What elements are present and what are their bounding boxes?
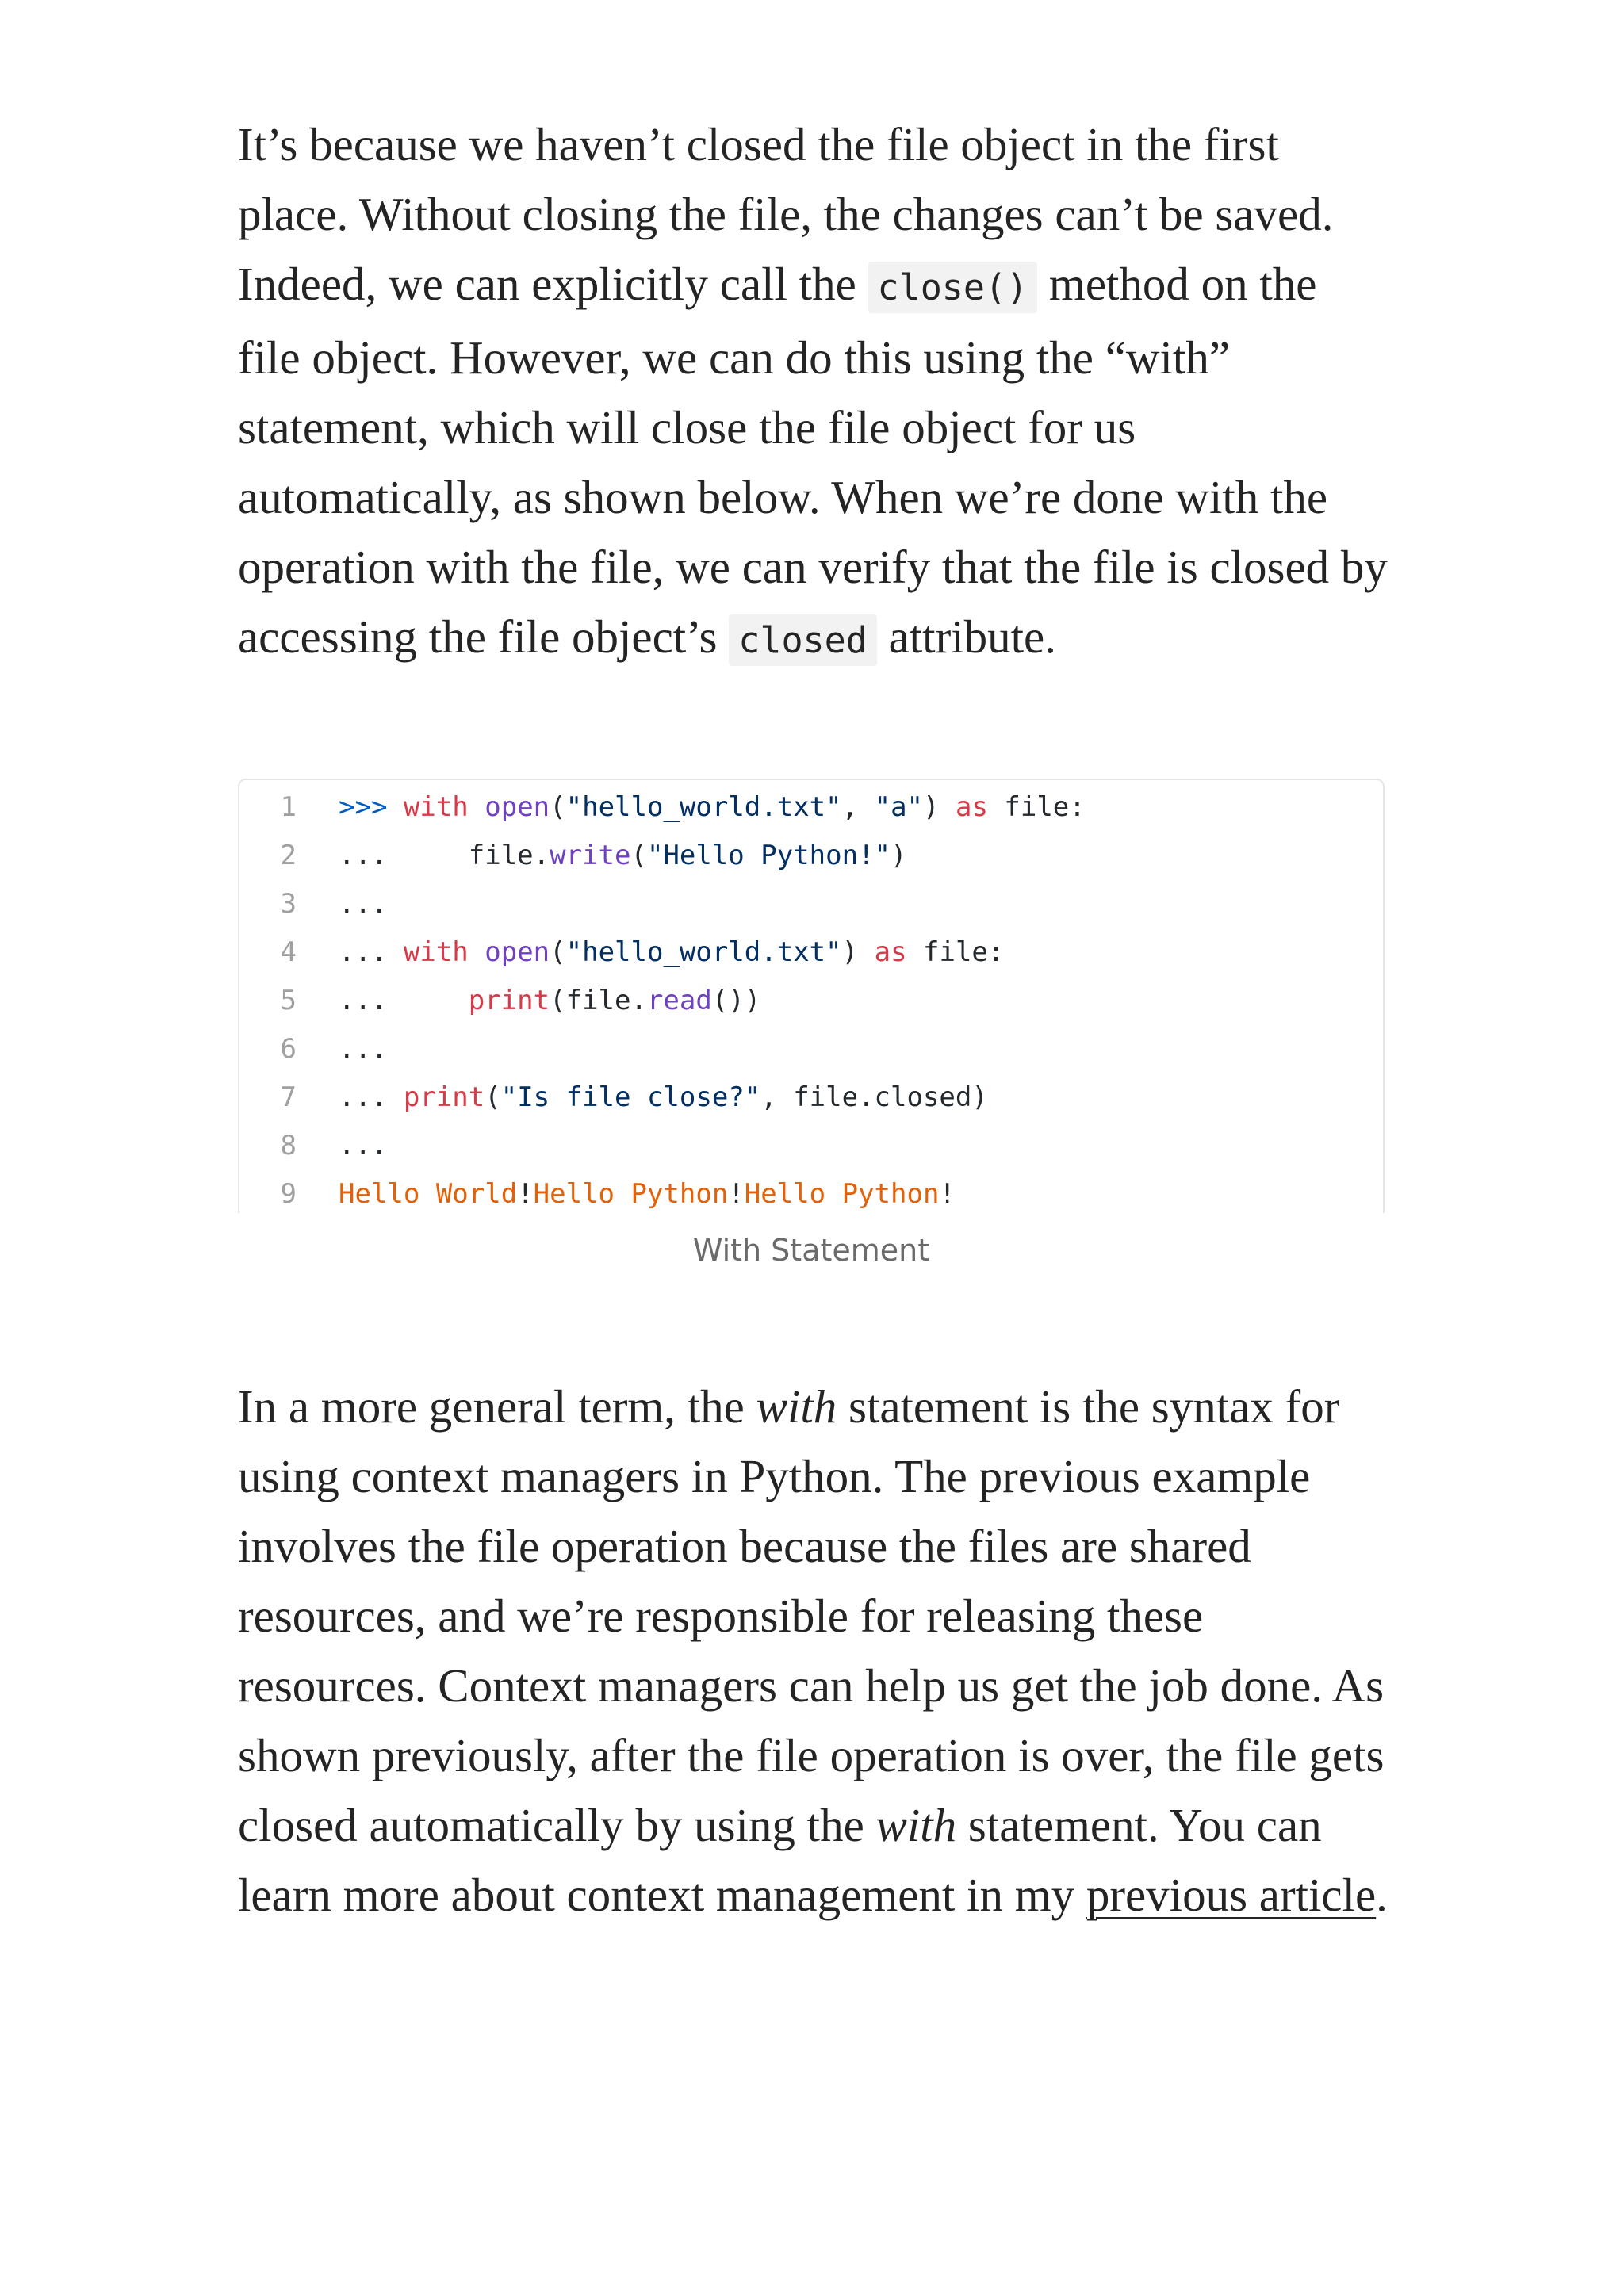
code-token: ( — [630, 840, 647, 871]
code-token: ! — [728, 1178, 745, 1210]
code-token: ) — [891, 840, 907, 871]
code-token: ( — [485, 1081, 501, 1113]
code-line — [239, 1170, 1383, 1219]
code-line — [239, 1025, 1383, 1073]
code-token: open — [485, 936, 550, 968]
code-token: ) — [841, 936, 875, 968]
line-number: 5 — [280, 985, 297, 1016]
inline-code-close: close() — [868, 262, 1038, 313]
code-token: as — [874, 936, 907, 968]
code-text — [339, 783, 1086, 832]
code-token: "hello_world.txt" — [565, 936, 842, 968]
code-token: ... — [339, 1130, 388, 1161]
code-text — [339, 880, 387, 928]
line-number: 2 — [280, 840, 297, 871]
code-token: "a" — [874, 791, 924, 823]
code-block-caption: With Statement — [692, 1233, 930, 1268]
line-number: 1 — [280, 791, 297, 823]
code-text — [339, 928, 1004, 977]
code-line — [239, 928, 1383, 977]
code-text — [339, 1025, 387, 1073]
line-number: 6 — [280, 1033, 297, 1065]
code-token: ... — [339, 985, 469, 1016]
code-token: ... — [339, 936, 404, 968]
code-token: ( — [550, 791, 566, 823]
code-token: with — [403, 791, 469, 823]
code-line — [239, 880, 1383, 928]
code-token: file: — [906, 936, 1005, 968]
code-token: ... — [339, 1081, 404, 1113]
code-token — [469, 791, 485, 823]
line-number: 8 — [280, 1130, 297, 1161]
code-token: Hello Python — [744, 1178, 940, 1210]
paragraph-text: method on the file object. However, we can do this using the “with” statement, which will close the file object for us automatically, as shown below. When we’re done with the operation with the file, we can verify that the file is closed by accessing the file object’s — [238, 258, 1388, 663]
code-line — [239, 832, 1383, 880]
code-token: ... — [339, 888, 388, 920]
code-token: with — [403, 936, 469, 968]
code-token: Hello World — [339, 1178, 518, 1210]
code-line — [239, 783, 1383, 832]
code-token: file: — [987, 791, 1086, 823]
code-token: write — [550, 840, 631, 871]
code-token: ... — [339, 1033, 388, 1065]
code-token: open — [485, 791, 550, 823]
code-token: print — [403, 1081, 485, 1113]
code-token — [469, 936, 485, 968]
code-token: print — [468, 985, 550, 1016]
code-token: "Is file close?" — [500, 1081, 761, 1113]
code-text — [339, 832, 906, 880]
line-number: 3 — [280, 888, 297, 920]
code-token: (file. — [550, 985, 647, 1016]
code-token: ! — [939, 1178, 956, 1210]
code-token: "hello_world.txt" — [565, 791, 842, 823]
paragraph-context-managers — [238, 1372, 1388, 1930]
code-token: Hello Python — [533, 1178, 729, 1210]
paragraph-text: statement is the syntax for using context managers in Python. The previous example involves the file operation because the files are shared resources, and we’re responsible for releasing these resources. Context managers can help us get the job done. As shown previously, after the file operation is over, the file gets closed automatically by using the — [238, 1380, 1385, 1851]
paragraph-text: In a more general term, the — [238, 1380, 756, 1433]
paragraph-text: It’s because we haven’t closed the file object in the first place. Without closing the file, the changes can’t be saved. Indeed, we can explicitly call the — [238, 118, 1334, 310]
previous-article-link[interactable]: previous article — [1086, 1869, 1377, 1921]
paragraph-text: . — [1376, 1869, 1388, 1921]
code-text — [339, 1073, 988, 1122]
code-token: "Hello Python!" — [646, 840, 891, 871]
paragraph-with-statement-intro — [238, 109, 1388, 675]
code-token: ()) — [711, 985, 761, 1016]
code-token: ( — [550, 936, 566, 968]
code-token: ! — [517, 1178, 534, 1210]
line-number: 9 — [280, 1178, 297, 1210]
inline-code-closed: closed — [729, 614, 877, 666]
code-text — [339, 1170, 956, 1219]
code-token: ) — [923, 791, 956, 823]
code-token: ... file. — [339, 840, 550, 871]
code-line — [239, 1073, 1383, 1122]
code-block — [238, 779, 1385, 1213]
paragraph-text: attribute. — [876, 610, 1056, 663]
code-token: as — [955, 791, 988, 823]
emphasis-with: with — [756, 1380, 837, 1433]
paragraph-text: statement. You can learn more about context management in my — [238, 1799, 1322, 1921]
code-token: read — [646, 985, 712, 1016]
code-token: , file.closed) — [760, 1081, 988, 1113]
code-text — [339, 1122, 387, 1170]
line-number: 7 — [280, 1081, 297, 1113]
code-line — [239, 1122, 1383, 1170]
code-token: >>> — [339, 791, 404, 823]
code-token: , — [841, 791, 875, 823]
code-text — [339, 977, 760, 1025]
emphasis-with: with — [875, 1799, 957, 1851]
line-number: 4 — [280, 936, 297, 968]
code-line — [239, 977, 1383, 1025]
